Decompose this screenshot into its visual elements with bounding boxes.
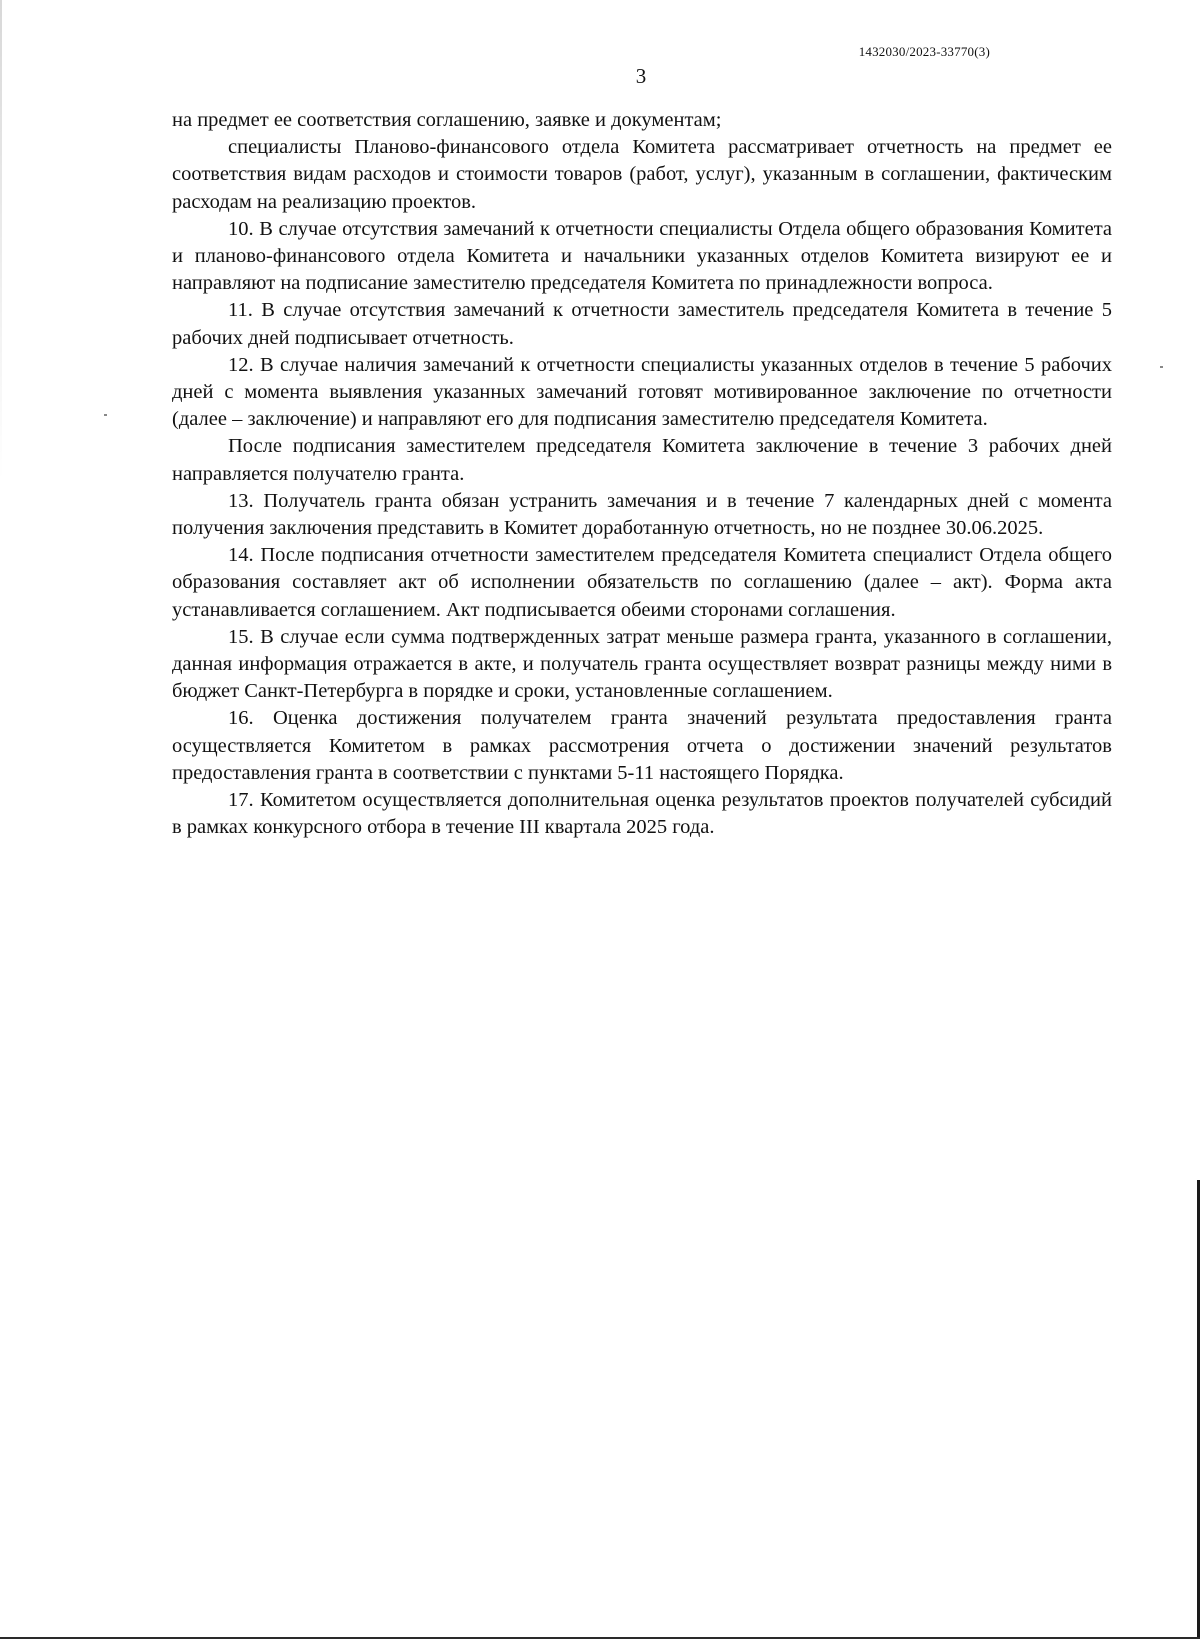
- paragraph-item-12-after-signing: После подписания заместителем председателя Комитета заключение в течение 3 рабочих дней направляется получателю гранта.: [172, 435, 1112, 485]
- paragraph-item-16: 16. Оценка достижения получателем гранта значений результата предоставления гранта осуществляется Комитетом в рамках рассмотрения отчета о достижении значений результатов предоставления гранта в соответствии с пунктами 5-11 настоящего Порядка.: [172, 707, 1112, 784]
- paragraph-continuation: на предмет ее соответствия соглашению, заявке и документам;: [172, 109, 722, 131]
- paragraph-item-17: 17. Комитетом осуществляется дополнительная оценка результатов проектов получателей субсидий в рамках конкурсного отбора в течение III квартала 2025 года.: [172, 789, 1112, 839]
- scan-speck: [1160, 366, 1163, 368]
- paragraph-item-11: 11. В случае отсутствия замечаний к отчетности заместитель председателя Комитета в течение 5 рабочих дней подписывает отчетность.: [172, 299, 1112, 349]
- scan-speck: [104, 414, 107, 416]
- document-body: [172, 107, 1112, 841]
- paragraph-item-10: 10. В случае отсутствия замечаний к отчетности специалисты Отдела общего образования Комитета и планово-финансового отдела Комитета и начальники указанных отделов Комитета визируют ее и направляют на подписание заместителю председателя Комитета по принадлежности вопроса.: [172, 217, 1112, 295]
- document-registration-number: 1432030/2023-33770(3): [858, 44, 990, 59]
- paragraph-item-14: 14. После подписания отчетности заместителем председателя Комитета специалист Отдела общего образования составляет акт об исполнении обязательств по соглашению (далее – акт). Форма акта устанавливается соглашением. Акт подписывается обеими сторонами соглашения.: [172, 544, 1112, 621]
- page-number: 3: [635, 64, 647, 88]
- paragraph-item-13: 13. Получатель гранта обязан устранить замечания и в течение 7 календарных дней с момента получения заключения представить в Комитет доработанную отчетность, но не позднее 30.06.2025.: [172, 489, 1112, 540]
- paragraph-item-12: 12. В случае наличия замечаний к отчетности специалисты указанных отделов в течение 5 рабочих дней с момента выявления указанных замечаний готовят мотивированное заключение по отчетности (далее – заключение) и направляют его для подписания заместителю председателя Комитета.: [172, 353, 1112, 431]
- paragraph-item-15: 15. В случае если сумма подтвержденных затрат меньше размера гранта, указанного в соглашении, данная информация отражается в акте, и получатель гранта осуществляет возврат разницы между ними в бюджет Санкт-Петербурга в порядке и сроки, установленные соглашением.: [172, 625, 1112, 703]
- paragraph-finance-specialists: специалисты Планово-финансового отдела Комитета рассматривает отчетность на предмет ее соответствия видам расходов и стоимости товаров (работ, услуг), указанным в соглашении, фактическим расходам на реализацию проектов.: [172, 136, 1112, 213]
